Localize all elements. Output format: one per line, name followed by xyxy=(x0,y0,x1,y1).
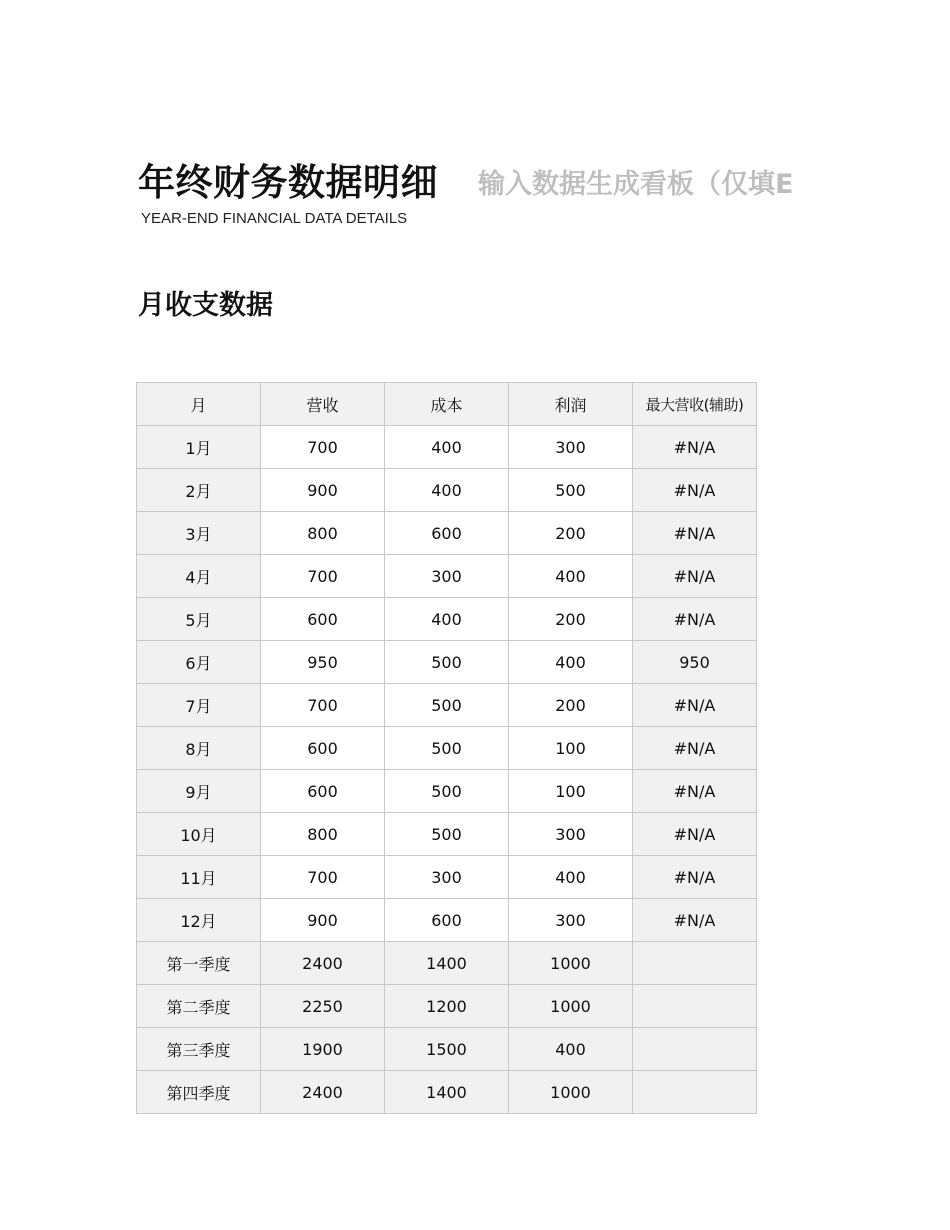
max-revenue-cell[interactable]: #N/A xyxy=(633,598,757,641)
month-cell[interactable]: 3月 xyxy=(137,512,261,555)
max-revenue-cell[interactable]: #N/A xyxy=(633,727,757,770)
section-title: 月收支数据 xyxy=(138,290,273,321)
cost-cell[interactable]: 1500 xyxy=(385,1028,509,1071)
cost-cell[interactable]: 600 xyxy=(385,899,509,942)
table-row xyxy=(137,469,757,512)
monthly-finance-table xyxy=(136,382,757,1114)
table-row xyxy=(137,684,757,727)
revenue-cell[interactable]: 900 xyxy=(261,469,385,512)
profit-cell[interactable]: 1000 xyxy=(509,985,633,1028)
profit-cell[interactable]: 400 xyxy=(509,1028,633,1071)
quarter-row xyxy=(137,985,757,1028)
month-cell[interactable]: 7月 xyxy=(137,684,261,727)
revenue-cell[interactable]: 600 xyxy=(261,598,385,641)
revenue-cell[interactable]: 800 xyxy=(261,813,385,856)
column-header-cost[interactable]: 成本 xyxy=(385,383,509,426)
month-cell[interactable]: 8月 xyxy=(137,727,261,770)
revenue-cell[interactable]: 700 xyxy=(261,684,385,727)
empty-cell[interactable] xyxy=(633,1028,757,1071)
month-cell[interactable]: 6月 xyxy=(137,641,261,684)
empty-cell[interactable] xyxy=(633,1071,757,1114)
cost-cell[interactable]: 400 xyxy=(385,598,509,641)
cost-cell[interactable]: 1200 xyxy=(385,985,509,1028)
month-cell[interactable]: 1月 xyxy=(137,426,261,469)
column-header-revenue[interactable]: 营收 xyxy=(261,383,385,426)
cost-cell[interactable]: 500 xyxy=(385,770,509,813)
revenue-cell[interactable]: 800 xyxy=(261,512,385,555)
month-cell[interactable]: 10月 xyxy=(137,813,261,856)
profit-cell[interactable]: 200 xyxy=(509,512,633,555)
table-header-row xyxy=(137,383,757,426)
table-row xyxy=(137,426,757,469)
table-row xyxy=(137,813,757,856)
max-revenue-cell[interactable]: #N/A xyxy=(633,813,757,856)
max-revenue-cell[interactable]: #N/A xyxy=(633,512,757,555)
max-revenue-cell[interactable]: #N/A xyxy=(633,469,757,512)
cost-cell[interactable]: 300 xyxy=(385,555,509,598)
quarter-cell[interactable]: 第四季度 xyxy=(137,1071,261,1114)
cost-cell[interactable]: 600 xyxy=(385,512,509,555)
revenue-cell[interactable]: 600 xyxy=(261,770,385,813)
revenue-cell[interactable]: 700 xyxy=(261,426,385,469)
table-row xyxy=(137,727,757,770)
profit-cell[interactable]: 200 xyxy=(509,598,633,641)
max-revenue-cell[interactable]: #N/A xyxy=(633,684,757,727)
max-revenue-cell[interactable]: #N/A xyxy=(633,899,757,942)
empty-cell[interactable] xyxy=(633,985,757,1028)
cost-cell[interactable]: 400 xyxy=(385,469,509,512)
quarter-row xyxy=(137,1028,757,1071)
cost-cell[interactable]: 500 xyxy=(385,641,509,684)
revenue-cell[interactable]: 2400 xyxy=(261,1071,385,1114)
max-revenue-cell[interactable]: #N/A xyxy=(633,555,757,598)
profit-cell[interactable]: 1000 xyxy=(509,1071,633,1114)
month-cell[interactable]: 11月 xyxy=(137,856,261,899)
profit-cell[interactable]: 500 xyxy=(509,469,633,512)
month-cell[interactable]: 9月 xyxy=(137,770,261,813)
max-revenue-cell[interactable]: #N/A xyxy=(633,856,757,899)
column-header-max-revenue[interactable]: 最大营收(辅助) xyxy=(633,383,757,426)
revenue-cell[interactable]: 2250 xyxy=(261,985,385,1028)
revenue-cell[interactable]: 600 xyxy=(261,727,385,770)
revenue-cell[interactable]: 2400 xyxy=(261,942,385,985)
revenue-cell[interactable]: 700 xyxy=(261,555,385,598)
quarter-row xyxy=(137,942,757,985)
table-row xyxy=(137,555,757,598)
max-revenue-cell[interactable]: #N/A xyxy=(633,770,757,813)
month-cell[interactable]: 12月 xyxy=(137,899,261,942)
profit-cell[interactable]: 400 xyxy=(509,856,633,899)
month-cell[interactable]: 5月 xyxy=(137,598,261,641)
profit-cell[interactable]: 1000 xyxy=(509,942,633,985)
cost-cell[interactable]: 500 xyxy=(385,727,509,770)
cost-cell[interactable]: 1400 xyxy=(385,942,509,985)
profit-cell[interactable]: 400 xyxy=(509,641,633,684)
profit-cell[interactable]: 100 xyxy=(509,770,633,813)
profit-cell[interactable]: 200 xyxy=(509,684,633,727)
cost-cell[interactable]: 300 xyxy=(385,856,509,899)
cost-cell[interactable]: 1400 xyxy=(385,1071,509,1114)
max-revenue-cell[interactable]: #N/A xyxy=(633,426,757,469)
column-header-profit[interactable]: 利润 xyxy=(509,383,633,426)
table-row xyxy=(137,598,757,641)
empty-cell[interactable] xyxy=(633,942,757,985)
cost-cell[interactable]: 400 xyxy=(385,426,509,469)
cost-cell[interactable]: 500 xyxy=(385,684,509,727)
revenue-cell[interactable]: 900 xyxy=(261,899,385,942)
column-header-month[interactable]: 月 xyxy=(137,383,261,426)
table-row xyxy=(137,770,757,813)
table-row xyxy=(137,856,757,899)
page-subtitle: YEAR-END FINANCIAL DATA DETAILS xyxy=(141,210,408,227)
profit-cell[interactable]: 100 xyxy=(509,727,633,770)
quarter-cell[interactable]: 第三季度 xyxy=(137,1028,261,1071)
profit-cell[interactable]: 300 xyxy=(509,813,633,856)
profit-cell[interactable]: 400 xyxy=(509,555,633,598)
revenue-cell[interactable]: 950 xyxy=(261,641,385,684)
input-hint-text: 输入数据生成看板（仅填E xyxy=(478,169,794,200)
table-row xyxy=(137,641,757,684)
profit-cell[interactable]: 300 xyxy=(509,426,633,469)
quarter-row xyxy=(137,1071,757,1114)
profit-cell[interactable]: 300 xyxy=(509,899,633,942)
quarter-cell[interactable]: 第二季度 xyxy=(137,985,261,1028)
cost-cell[interactable]: 500 xyxy=(385,813,509,856)
month-cell[interactable]: 2月 xyxy=(137,469,261,512)
revenue-cell[interactable]: 1900 xyxy=(261,1028,385,1071)
max-revenue-cell[interactable]: 950 xyxy=(633,641,757,684)
table-row xyxy=(137,899,757,942)
revenue-cell[interactable]: 700 xyxy=(261,856,385,899)
table-row xyxy=(137,512,757,555)
page-title: 年终财务数据明细 xyxy=(138,161,438,204)
month-cell[interactable]: 4月 xyxy=(137,555,261,598)
quarter-cell[interactable]: 第一季度 xyxy=(137,942,261,985)
